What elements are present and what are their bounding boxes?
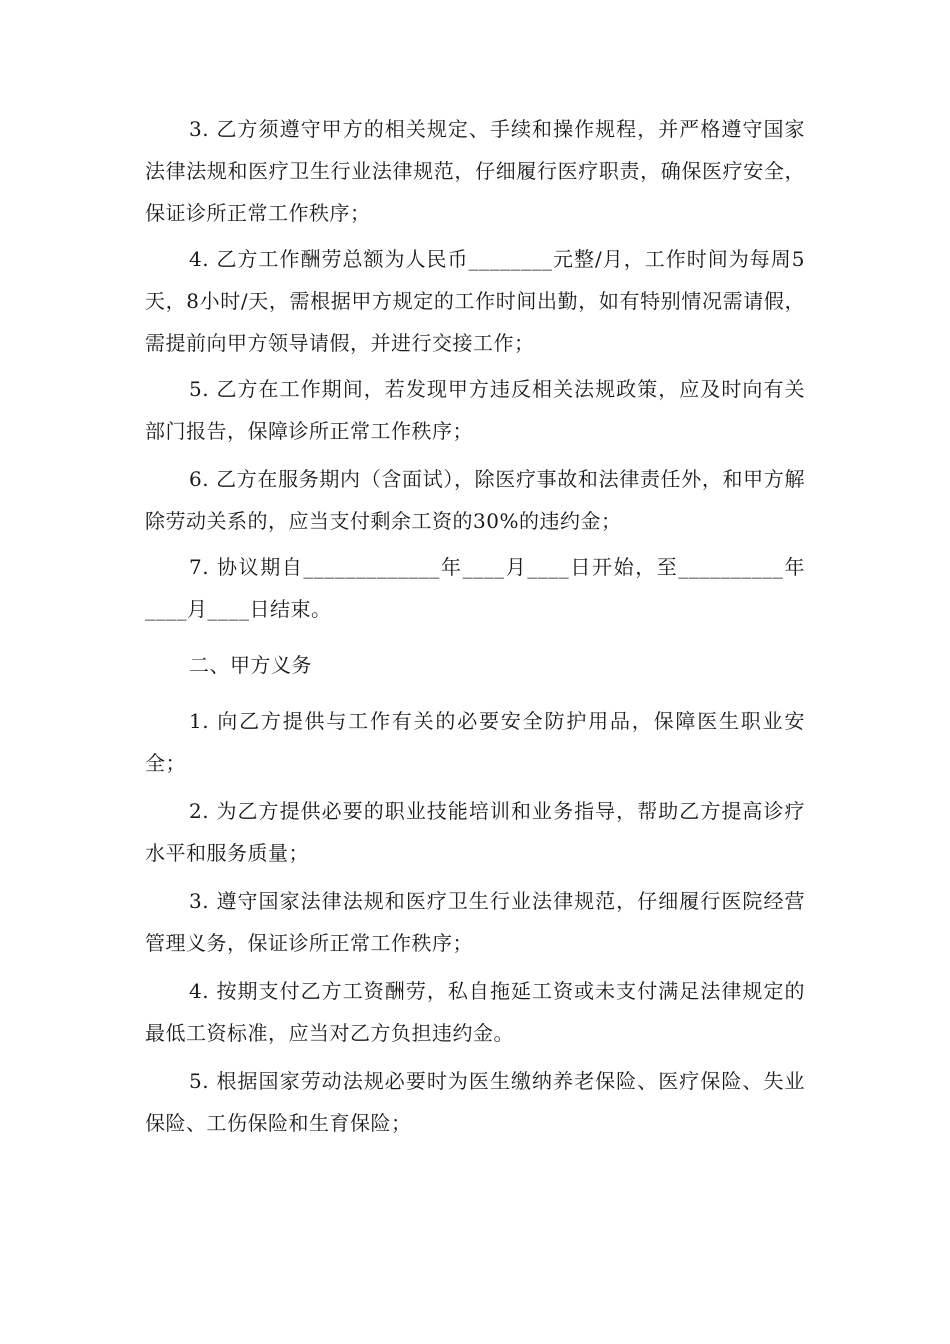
paragraph-a1: 1. 向乙方提供与工作有关的必要安全防护用品，保障医生职业安全； [145, 709, 805, 775]
paragraph-a4: 4. 按期支付乙方工资酬劳，私自拖延工资或未支付满足法律规定的最低工资标准，应当对乙方负担违约金。 [145, 979, 805, 1045]
paragraph-a5: 5. 根据国家劳动法规必要时为医生缴纳养老保险、医疗保险、失业保险、工伤保险和生育保险； [145, 1069, 805, 1135]
paragraph-b4: 4. 乙方工作酬劳总额为人民币________元整/月，工作时间为每周5天，8小时/天，需根据甲方规定的工作时间出勤，如有特别情况需请假，需提前向甲方领导请假，并进行交接工作； [145, 247, 805, 355]
paragraph-a2: 2. 为乙方提供必要的职业技能培训和业务指导，帮助乙方提高诊疗水平和服务质量； [145, 799, 805, 865]
paragraph-b5: 5. 乙方在工作期间，若发现甲方违反相关法规政策，应及时向有关部门报告，保障诊所正常工作秩序； [145, 377, 805, 443]
paragraph-b6: 6. 乙方在服务期内（含面试），除医疗事故和法律责任外，和甲方解除劳动关系的，应当支付剩余工资的30%的违约金； [145, 467, 805, 533]
paragraph-b3: 3. 乙方须遵守甲方的相关规定、手续和操作规程，并严格遵守国家法律法规和医疗卫生行业法律规范，仔细履行医疗职责，确保医疗安全，保证诊所正常工作秩序； [145, 117, 805, 225]
section-heading-party-a-obligations: 二、甲方义务 [189, 653, 312, 677]
paragraph-a3: 3. 遵守国家法律法规和医疗卫生行业法律规范，仔细履行医院经营管理义务，保证诊所正常工作秩序； [145, 889, 805, 955]
paragraph-b7: 7. 协议期自_____________年____月____日开始，至__________年____月____日结束。 [145, 555, 805, 621]
